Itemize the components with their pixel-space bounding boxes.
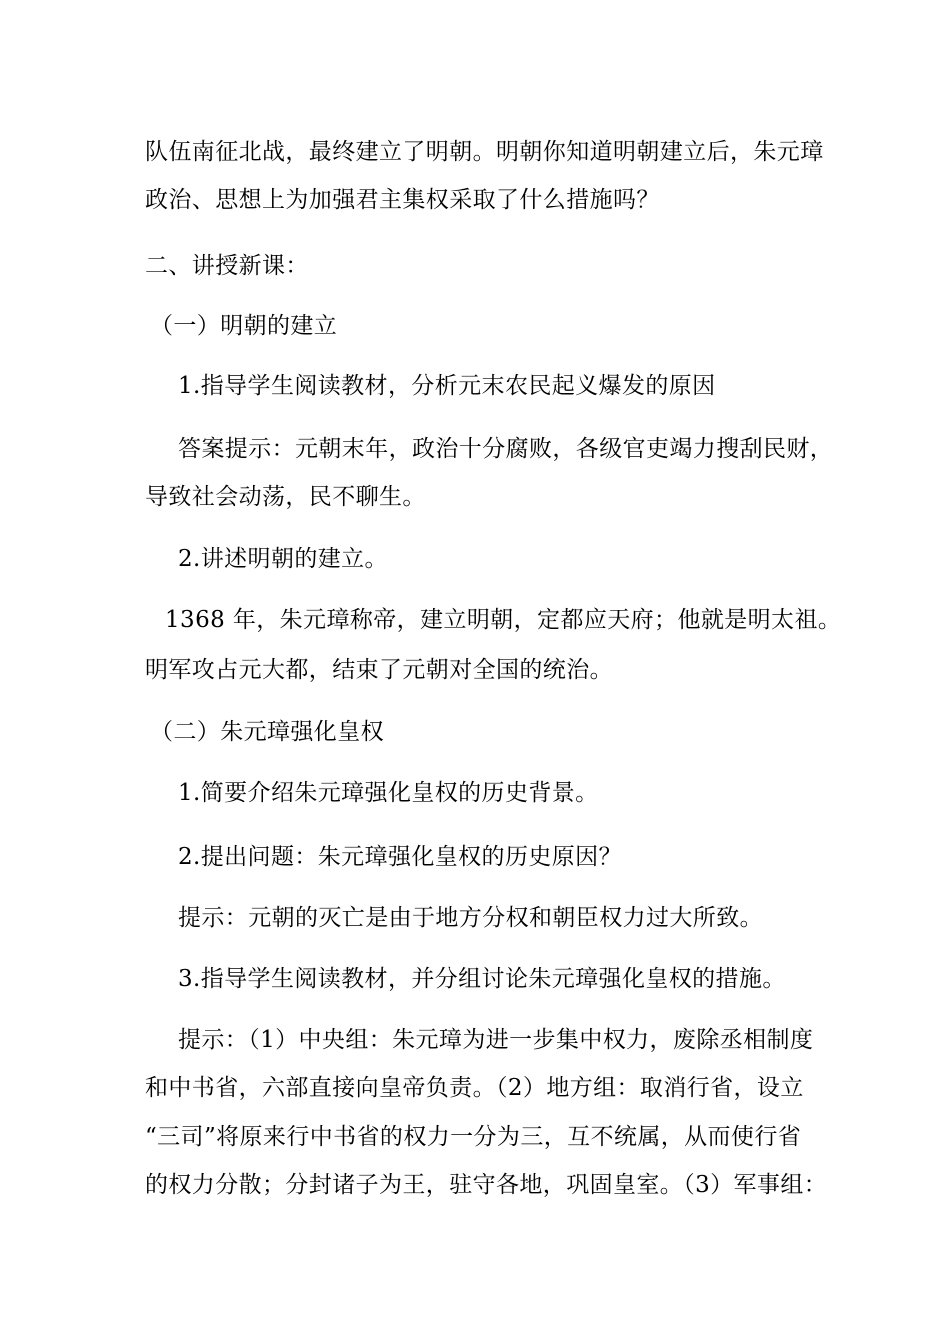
text-line-16: 提示：（1）中央组：朱元璋为进一步集中权力，废除丞相制度 [178, 1027, 814, 1053]
text-line-13: 2.提出问题：朱元璋强化皇权的历史原因？ [178, 844, 622, 870]
text-line-8: 2.讲述明朝的建立。 [178, 546, 388, 572]
text-line-7: 导致社会动荡，民不聊生。 [145, 484, 426, 510]
text-line-14: 提示：元朝的灭亡是由于地方分权和朝臣权力过大所致。 [178, 905, 763, 931]
text-line-10: 明军攻占元大都，结束了元朝对全国的统治。 [145, 657, 613, 683]
text-line-9: 1368 年，朱元璋称帝，建立明朝，定都应天府；他就是明太祖。 [165, 607, 842, 633]
text-line-1: 队伍南征北战，最终建立了明朝。明朝你知道明朝建立后，朱元璋 [145, 139, 824, 165]
subsection-heading-1: （一）明朝的建立 [150, 313, 338, 339]
text-line-2: 政治、思想上为加强君主集权采取了什么措施吗？ [145, 187, 660, 213]
text-line-19: 的权力分散；分封诸子为王，驻守各地，巩固皇室。（3）军事组： [145, 1172, 828, 1198]
text-line-6: 答案提示：元朝末年，政治十分腐败，各级官吏竭力搜刮民财， [178, 436, 834, 462]
section-heading: 二、讲授新课： [145, 253, 309, 279]
text-line-17: 和中书省，六部直接向皇帝负责。（2）地方组：取消行省，设立 [145, 1075, 804, 1101]
text-line-12: 1.简要介绍朱元璋强化皇权的历史背景。 [178, 780, 599, 806]
text-line-18: “三司”将原来行中书省的权力一分为三，互不统属，从而使行省 [145, 1124, 802, 1150]
subsection-heading-2: （二）朱元璋强化皇权 [150, 719, 384, 745]
text-line-15: 3.指导学生阅读教材，并分组讨论朱元璋强化皇权的措施。 [178, 966, 786, 992]
text-line-5: 1.指导学生阅读教材，分析元末农民起义爆发的原因 [178, 373, 716, 399]
